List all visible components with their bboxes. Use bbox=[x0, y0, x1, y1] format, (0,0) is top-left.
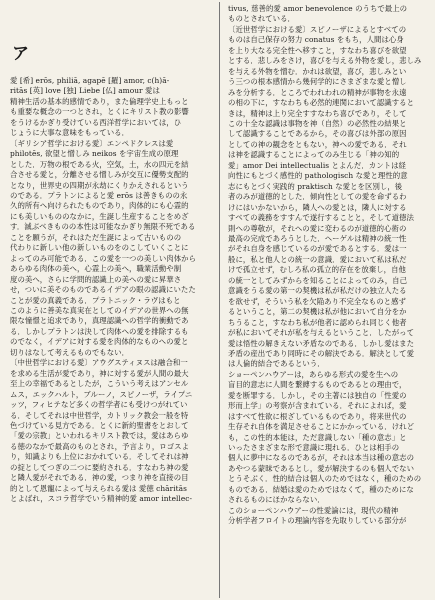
right-column-line: いったさまざまな形で意識に現れる．ひとは相手の bbox=[228, 443, 400, 453]
left-column-line: philotēs, 欲望と憎しみ neikos を宇宙生成の原理 bbox=[10, 149, 179, 159]
right-column-line: 生存それ自体を満足させることにかかっている．けれど bbox=[228, 422, 415, 432]
left-column-line: 限な憧憬と追求であり，真理認識への哲学的衝動であ bbox=[10, 316, 189, 326]
left-column-line: ムス，エックハルト，ブルーノ，スピノーザ，ライプニ bbox=[10, 389, 193, 399]
left-column-line: とよばれ，スコラ哲学でいう精神的愛 amor intellec- bbox=[10, 494, 192, 504]
right-column-line: 愛を断罪する．しかし，その主著には独自の「性愛の bbox=[228, 390, 407, 400]
right-column-line: るということ，第二の契機は私が他において自分をか bbox=[228, 307, 407, 317]
right-column-line: あやつる蒙昧であるとし，愛が解決するのも個人でない bbox=[228, 463, 415, 473]
right-column-line: も，この性的本能は，ただ意識しない「種の意志」と bbox=[228, 432, 407, 442]
right-column-line: 矛盾の産出であり同時にその解決である．解決として愛 bbox=[228, 348, 415, 358]
left-column-line: 色づけている見方である．とくに新約聖書をとおして bbox=[10, 420, 189, 430]
right-column-line: 形而上学」の考察が含まれている．それによれば，愛 bbox=[228, 401, 407, 411]
right-column-line: を与える外物を憎む．かれは欲望，喜び，悲しみとい bbox=[228, 66, 407, 76]
right-column-line: を欲せず，そういう私を欠陥あり不完全なものと感ず bbox=[228, 296, 406, 306]
right-column-line: は神を認識することによってのみ生じる「神の知的 bbox=[228, 150, 400, 160]
right-column-line: 意識をうる愛の第一の契機は私が私だけの独立人たる bbox=[228, 286, 407, 296]
left-column-line: このように善美な真実在としてのイデアの世界への無 bbox=[10, 305, 189, 315]
right-column-line: けにはいかないから，隣人への愛とは，隣人に対する bbox=[228, 202, 407, 212]
right-column-line: けで孤立せず，むしろ私の孤立的存在を放棄し，自他 bbox=[228, 265, 406, 275]
right-column-line: tivus, 慈善的愛 amor benevolence のうちで最上の bbox=[228, 4, 408, 13]
right-column-line: されるものにほかならない． bbox=[228, 495, 325, 505]
right-column-line: は人倫的結合であるという． bbox=[228, 359, 325, 369]
right-column-line: が私においてそれが私を与えるということ．したがって bbox=[228, 328, 415, 338]
right-column-line: ショーペンハウアーは，あらゆる形式の愛を生への bbox=[228, 369, 399, 379]
right-column-line: とうそぶく．性的結合は個人のためではなく，種のための bbox=[228, 474, 422, 484]
right-column-line: ものは自己保存の努力 conatus をもち，人間は心身 bbox=[228, 35, 404, 45]
right-column-line: 者のみが道徳的とした．傾向性としての愛を命ずるわ bbox=[228, 192, 407, 202]
left-column-line: 合させる愛と，分離させる憎しみが交互に優勢支配的 bbox=[10, 170, 189, 180]
left-column-line: 「愛の宗教」といわれるキリスト教では，愛はあらゆ bbox=[10, 431, 189, 441]
section-letter-heading: ア bbox=[12, 44, 29, 64]
left-column-line: にも美しいもののなかに，生誕し生産することをめざ bbox=[10, 211, 189, 221]
right-column-line: 愛」amor Dei intellectualis とよんだ．カントは経 bbox=[228, 160, 406, 170]
right-column-line: を上り大なる完全性へ移すこと，すなわち喜びを欲望 bbox=[228, 45, 407, 55]
left-column-line: と隣人愛がそれである．神の愛，つまり神を直接の目 bbox=[10, 473, 189, 483]
left-column-line: 至上の幸福であるとしたが，こういう考えはアンセル bbox=[10, 379, 189, 389]
right-column-line: 志にもとづく実践的 praktisch な愛とを区別し，後 bbox=[228, 181, 403, 191]
right-column-line: の相の下に，すなわちも必然的連関において認識すると bbox=[228, 98, 415, 108]
right-column-line: きは，精神は上り完全すすなわち喜びであり，そして bbox=[228, 108, 407, 118]
column-divider bbox=[219, 2, 220, 598]
right-column-line: この十全な認識は事物を神（自然）の必然性の結果と bbox=[228, 118, 407, 128]
right-column-text bbox=[228, 4, 428, 527]
right-column-line: すべての義務をすすんで遂行することと，そして道徳法 bbox=[228, 213, 414, 223]
left-column-line: ritās [英] love [独] Liebe [仏] amour 愛は bbox=[10, 86, 160, 96]
right-column-line: 最高の完成であろうとした．ヘーゲルは精神の統一性 bbox=[228, 233, 407, 243]
right-column-line: 〔近世哲学における愛〕スピノーザによるとすべての bbox=[228, 24, 407, 34]
right-column-line: 盲目的意志に人間を繋縛するものであるとの理由で， bbox=[228, 380, 407, 390]
left-column-text bbox=[10, 76, 210, 505]
left-column-line: を求める生活が愛であり，神に対する愛が人間の最大 bbox=[10, 368, 189, 378]
left-column-line: とした．万物の根である火，空気，土，水の四元を結 bbox=[10, 159, 189, 169]
left-column-line: 〔ギリシア哲学における愛〕エンペドクレスは愛 bbox=[10, 138, 174, 148]
left-column-line: をうけるかぎり受けている西洋哲学においては，ひ bbox=[10, 117, 182, 127]
left-column-line: 愛 [希] erōs, philiā, agapē [羅] amor, c(h)ā- bbox=[10, 76, 170, 85]
left-column-line: り，知識よりも上位におかれている．そしてそれは神 bbox=[10, 452, 189, 462]
left-column-line: る．しかしプラトンは決して肉体への愛を排除するも bbox=[10, 326, 189, 336]
left-column-line: 精神生活の基本的感情であり，また倫理学史上もっと bbox=[10, 96, 189, 106]
right-column-line: 分析学者フロイトの理論内容を先取りしている部分が bbox=[228, 516, 407, 526]
left-column-line: ッツ，フィヒテなど多くの哲学者にも受けつがれてい bbox=[10, 400, 188, 410]
left-column-line: 代わりに新しい他の新しいものをのこしていくことに bbox=[10, 243, 189, 253]
right-column-line: 則への尊敬が，それへの愛に変わるのが道徳的心術の bbox=[228, 223, 407, 233]
left-column-line: も重要な概念の一つとされ，とくにキリスト教の影響 bbox=[10, 107, 189, 117]
left-column-line: 度の美へ，さらに学問的認識上の美への愛に昇華さ bbox=[10, 274, 182, 284]
right-column-line: がそれ自身を感じているのが愛であるとする．愛は一 bbox=[228, 244, 407, 254]
left-column-line: す．滅ぶべきものの本性は可能なかぎり無限不死である bbox=[10, 222, 196, 232]
right-column-line: して認識することであるから，その喜びは外部の原因 bbox=[228, 129, 407, 139]
right-column-line: の統一としてみずからを知ることによってのみ，自己 bbox=[228, 275, 408, 285]
right-column-line: 般に，私と他人との統一の意識．愛において私は私だ bbox=[228, 254, 407, 264]
left-column-line: あらゆる肉体の美へ，心霊上の美へ，職業活動や制 bbox=[10, 264, 182, 274]
right-column-line: はすべて性欲に根ざしているものであり，将来世代の bbox=[228, 411, 407, 421]
right-column-line: ものである．結婚は愛のためではなくて，種のためにな bbox=[228, 484, 414, 494]
left-column-line: 的として恩寵によって与えられる愛は 愛徳 chāritās bbox=[10, 483, 187, 493]
left-column-line: よってのみ可能である．この愛を一つの美しい肉体から bbox=[10, 253, 197, 263]
left-column-line: ことを願うが，それはただ生誕によって古いものの bbox=[10, 232, 182, 242]
right-column-line: とする．悲しみをさけ，喜びを与える外物を愛し，悲しみ bbox=[228, 56, 422, 66]
left-column-line: る徳のなかで最高のものとされ，予言より，ロゴスよ bbox=[10, 441, 190, 451]
left-column-line: じょうに大事な意味をもっている． bbox=[10, 128, 130, 138]
right-column-line: ちうること，すなわち私が他者に認められ同じく他者 bbox=[228, 317, 407, 327]
right-column-line: このショーペンハウアーの性愛論には，現代の精神 bbox=[228, 505, 399, 515]
left-column-line: のである．プラトンによると愛 erōs は善きものの永 bbox=[10, 190, 188, 200]
right-column-line: ものとされている． bbox=[228, 14, 295, 24]
left-column-line: の掟としてつぎの二つに要約される．すなわち神の愛 bbox=[10, 462, 189, 472]
left-column-line: ことが愛の真義である．プラトニック・ラヴはもと bbox=[10, 295, 181, 305]
left-column-line: のでなく，イデアに対する愛を肉体的なものへの愛と bbox=[10, 337, 189, 347]
right-column-line: 愛は悟性の解きえない矛盾なのである．しかし愛はまた bbox=[228, 338, 415, 348]
left-column-line: せ，ついに美そのものであるイデアの眼の認識にいたた bbox=[10, 285, 196, 295]
right-column-line: う三つの根本感情から幾何学的にさまざまな愛と憎し bbox=[228, 77, 407, 87]
left-column-line: 〔中世哲学における愛〕アウグスティヌスは融合和一 bbox=[10, 358, 188, 368]
right-column-line: みを分析する．ところでわれわれの精神が事物を永遠 bbox=[228, 87, 407, 97]
right-column-line: としての神の観念をともない，神への愛である．それ bbox=[228, 139, 407, 149]
left-column-line: 切りはなして考えるものでもない． bbox=[10, 347, 130, 357]
left-column-line: る．そしてそれは中世哲学，カトリック教会一般を特 bbox=[10, 410, 189, 420]
left-column-line: 久的所有へ向けられたものであり，肉体的にも心霊的 bbox=[10, 201, 189, 211]
right-column-line: 個人に夢中になるのであるが，それは本当は種の意志の bbox=[228, 453, 415, 463]
left-column-line: となり，世界史の四期が永劫にくりかえされるという bbox=[10, 180, 189, 190]
right-column-line: 向性にもとづく感性的 pathologisch な愛と理性的意 bbox=[228, 171, 408, 181]
